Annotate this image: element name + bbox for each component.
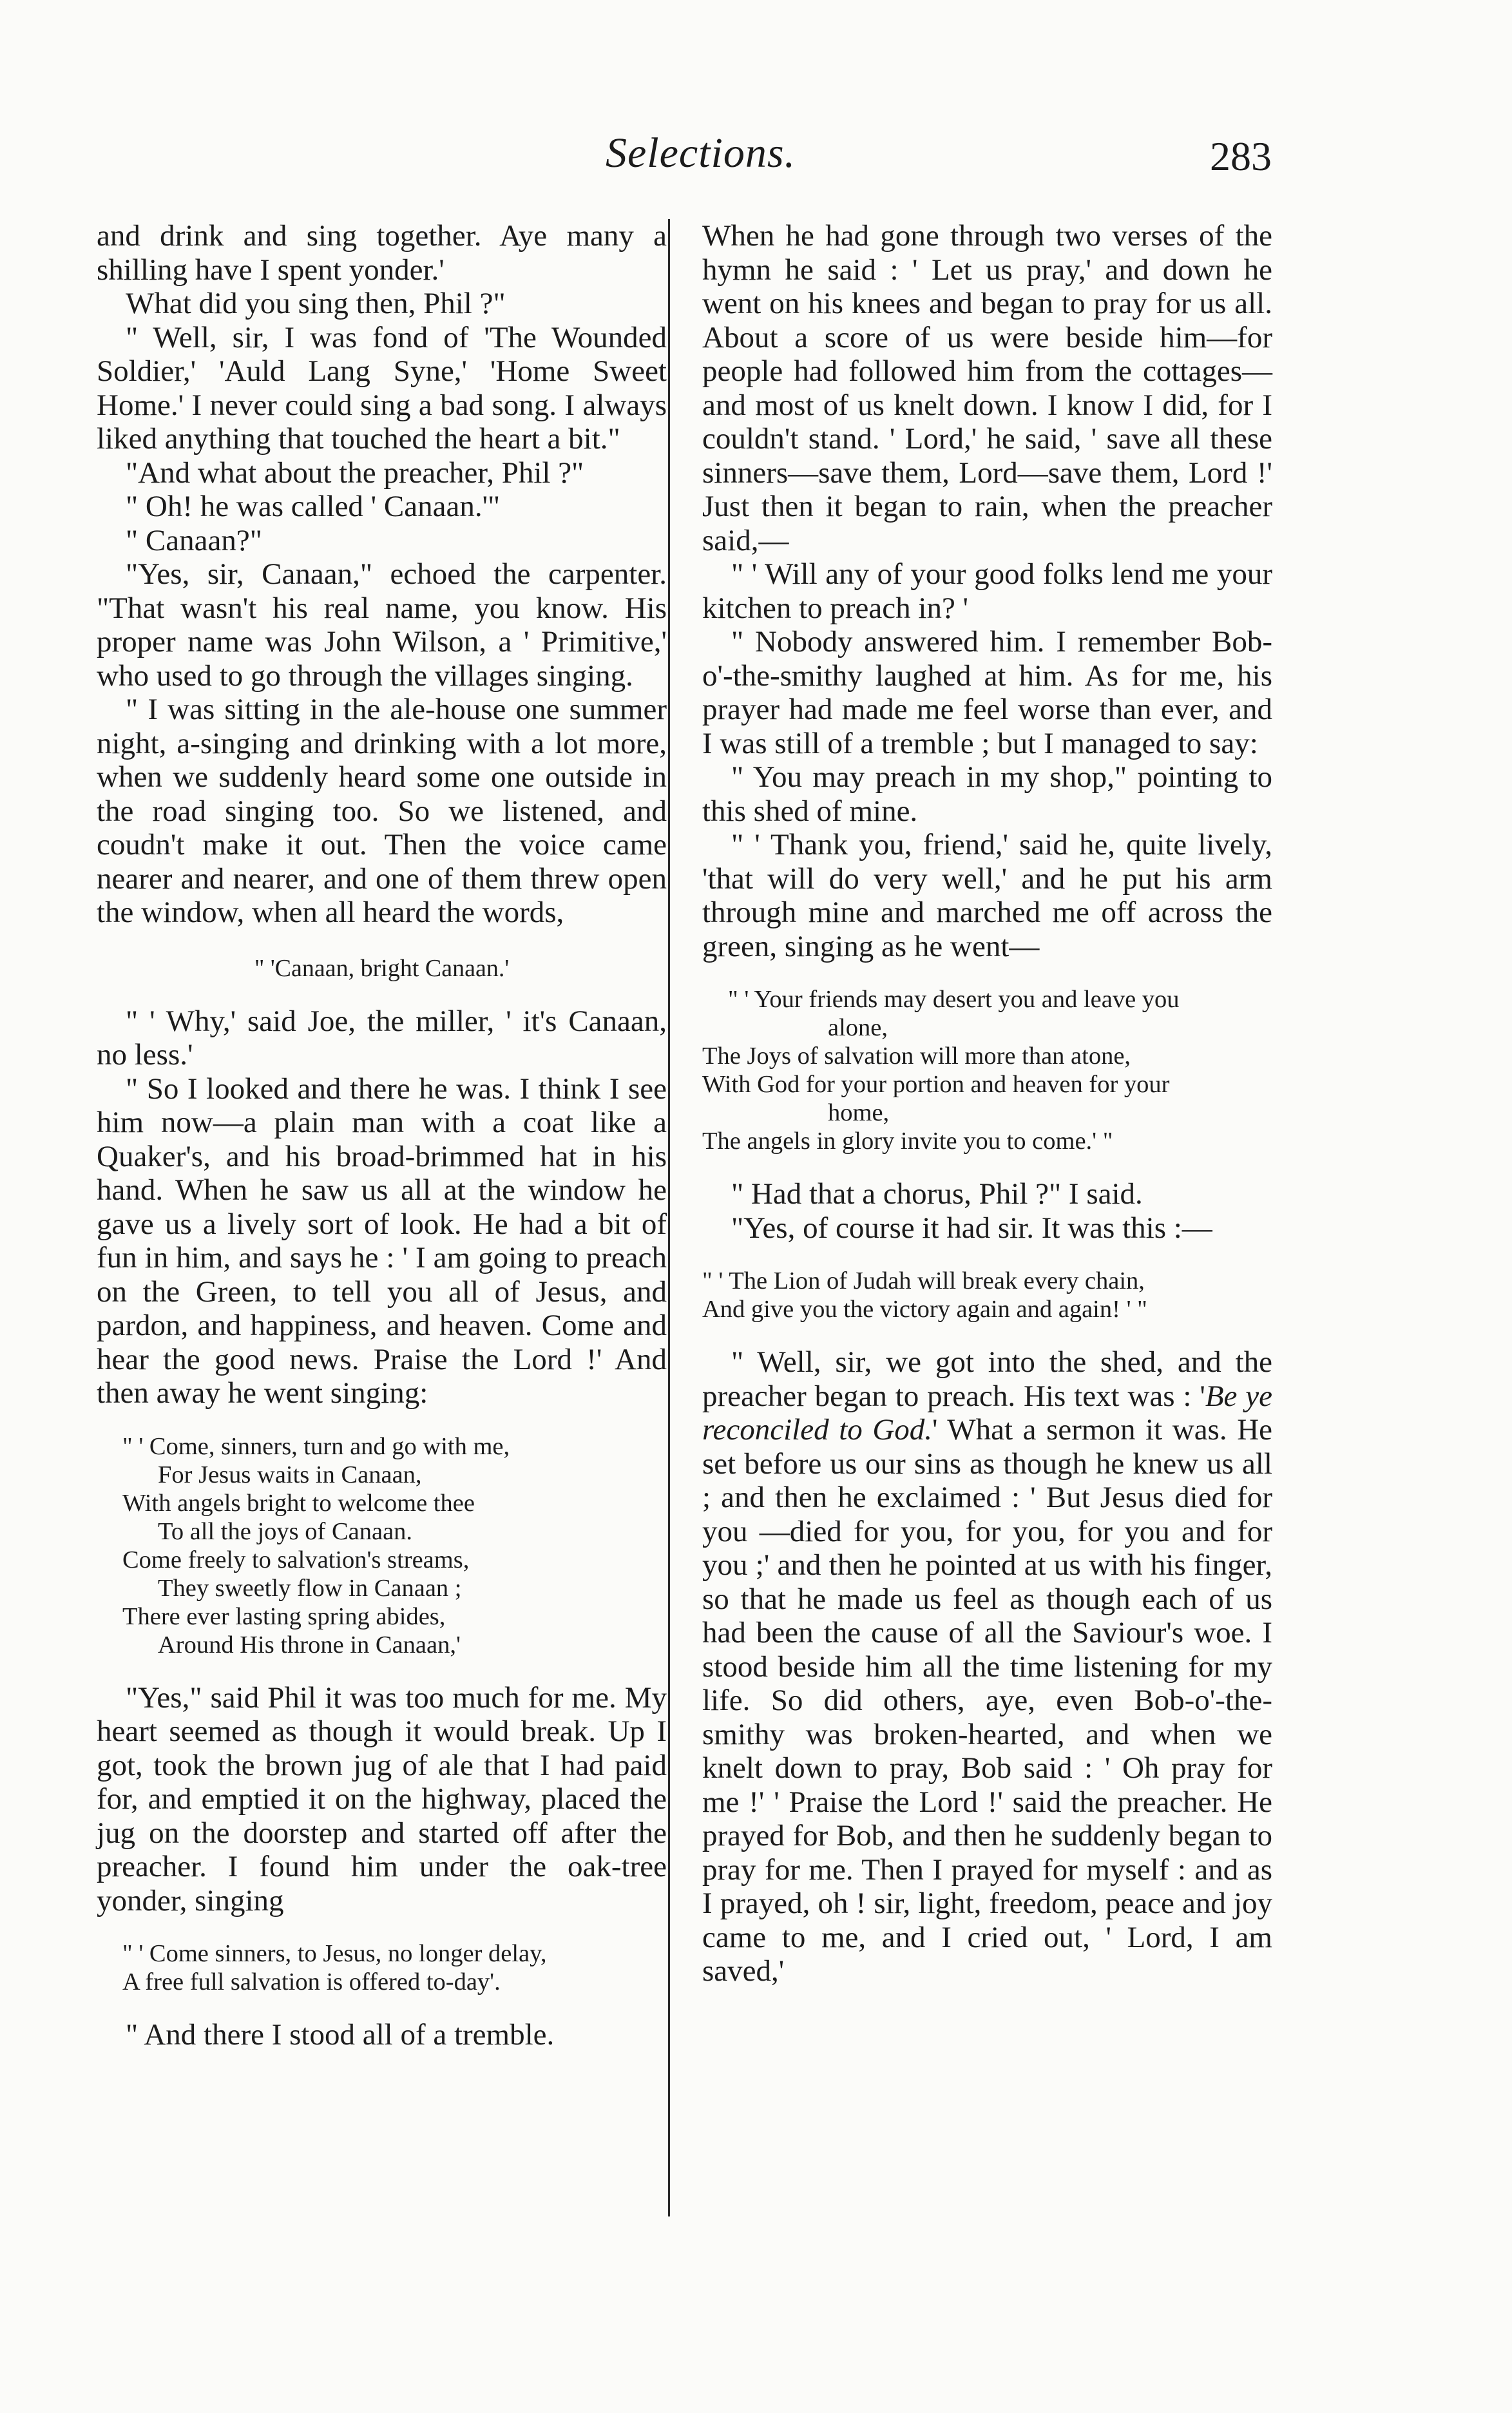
verse-line: alone,: [828, 1014, 888, 1041]
paragraph: " So I looked and there he was. I think I see him now—a plain man with a coat like a Quaker's, and his broad-brimmed hat in his hand. When he saw us all at the window he gave us a lively sort of look. He had a bit of fun in him, and says he : ' I am going to preach on the Green, to tell you all of Jesus, and pardon, and happiness, and heaven. Come and hear the good news. Praise the Lord !' And then away he went singing:: [97, 1072, 667, 1410]
verse-line: " ' Your friends may desert you and leave you: [728, 986, 1180, 1013]
hymn-verse: [702, 1267, 1272, 1323]
verse-line: There ever lasting spring abides,: [122, 1602, 446, 1630]
verse-line: Come freely to salvation's streams,: [122, 1546, 470, 1573]
right-column: [702, 219, 1272, 1988]
paragraph: " ' Thank you, friend,' said he, quite lively, 'that will do very well,' and he put his arm through mine and marched me off across the green, singing as he went—: [702, 828, 1272, 963]
verse-line: The angels in glory invite you to come.' ": [702, 1128, 1113, 1155]
song-title-quote: " 'Canaan, bright Canaan.': [254, 954, 510, 982]
verse-line: " ' Come sinners, to Jesus, no longer delay,: [122, 1940, 547, 1967]
paragraph: [702, 1345, 1272, 1988]
verse-line: The Joys of salvation will more than atone,: [702, 1043, 1131, 1070]
paragraph: " Had that a chorus, Phil ?" I said.: [731, 1177, 1143, 1211]
verse-line: With God for your portion and heaven for your: [702, 1071, 1170, 1098]
paragraph: " Canaan?": [126, 523, 262, 557]
paragraph: " And there I stood all of a tremble.: [126, 2018, 555, 2052]
text-run: ' What a sermon it was. He set before us our sins as though he knew us all ; and then he exclaimed : ' But Jesus died for you —died for you, for you, for you and for you ;' and then he pointed at us with his finger, so that he made us feel as though each of us had been the cause of all the Saviour's woe. I stood beside him all the time listening for my life. So did others, aye, even Bob-o'-the-smithy was broken-hearted, and when we knelt down to pray, Bob said : ' Oh pray for me !' ' Praise the Lord !' said the preacher. He prayed for Bob, and then he suddenly began to pray for me. Then I prayed for myself : and as I prayed, oh ! sir, light, freedom, peace and joy came to me, and I cried out, ' Lord, I am saved,': [702, 1413, 1272, 1988]
paragraph: "Yes, sir, Canaan," echoed the carpenter. "That wasn't his real name, you know. His proper name was John Wilson, a ' Primitive,' who used to go through the villages singing.: [97, 557, 667, 693]
verse-line: And give you the victory again and again! ' ": [702, 1296, 1147, 1323]
paragraph: " I was sitting in the ale-house one summer night, a-singing and drinking with a lot more, when we suddenly heard some one outside in the road singing too. So we listened, and coudn't make it out. Then the voice came nearer and nearer, and one of them threw open the window, when all heard the words,: [97, 693, 667, 929]
verse-line: With angels bright to welcome thee: [122, 1489, 475, 1517]
paragraph: " ' Why,' said Joe, the miller, ' it's Canaan, no less.': [97, 1004, 667, 1072]
paragraph: " Oh! he was called ' Canaan.'": [126, 490, 501, 523]
paragraph: When he had gone through two verses of the hymn he said : ' Let us pray,' and down he went on his knees and began to pray for us all. About a score of us were beside him—for people had followed him from the cottages—and most of us knelt down. I know I did, for I couldn't stand. ' Lord,' he said, ' save all these sinners—save them, Lord—save them, Lord !' Just then it began to rain, when the preacher said,—: [702, 219, 1272, 557]
page-number: 283: [1210, 133, 1272, 179]
hymn-verse: [97, 1432, 667, 1659]
paragraph: "Yes," said Phil it was too much for me. My heart seemed as though it would break. Up I got, took the brown jug of ale that I had paid for, and emptied it on the highway, placed the jug on the doorstep and started off after the preacher. I found him under the oak-tree yonder, singing: [97, 1680, 667, 1918]
verse-line: They sweetly flow in Canaan ;: [158, 1574, 462, 1602]
text-run: " Well, sir, we got into the shed, and the preacher began to preach. His text was : ': [702, 1345, 1272, 1413]
verse-line: " ' Come, sinners, turn and go with me,: [122, 1432, 510, 1460]
verse-line: To all the joys of Canaan.: [158, 1517, 413, 1545]
hymn-verse: [702, 985, 1272, 1155]
left-column: [97, 219, 667, 2052]
verse-line: Around His throne in Canaan,': [158, 1631, 461, 1658]
column-divider: [668, 219, 670, 2216]
paragraph: "Yes, of course it had sir. It was this :—: [731, 1211, 1212, 1245]
paragraph: " You may preach in my shop," pointing to this shed of mine.: [702, 760, 1272, 828]
paragraph: "And what about the preacher, Phil ?": [126, 456, 584, 490]
page-header: [0, 122, 1512, 193]
paragraph: What did you sing then, Phil ?": [126, 287, 506, 320]
verse-line: For Jesus waits in Canaan,: [158, 1461, 422, 1488]
hymn-verse: [97, 1939, 667, 1996]
running-title: Selections.: [606, 130, 796, 177]
scripture-text: Be ye reconciled to God.: [702, 1379, 1272, 1447]
paragraph: and drink and sing together. Aye many a shilling have I spent yonder.': [97, 219, 667, 287]
paragraph: " Nobody answered him. I remember Bob-o'-the-smithy laughed at him. As for me, his prayer had made me feel worse than ever, and I was still of a tremble ; but I managed to say:: [702, 625, 1272, 760]
verse-line: " ' The Lion of Judah will break every chain,: [702, 1267, 1145, 1294]
paragraph: " Well, sir, I was fond of 'The Wounded Soldier,' 'Auld Lang Syne,' 'Home Sweet Home.' I never could sing a bad song. I always liked anything that touched the heart a bit.": [97, 320, 667, 456]
paragraph: " ' Will any of your good folks lend me your kitchen to preach in? ': [702, 557, 1272, 625]
verse-line: home,: [828, 1099, 890, 1126]
verse-line: A free full salvation is offered to-day'.: [122, 1968, 501, 1995]
